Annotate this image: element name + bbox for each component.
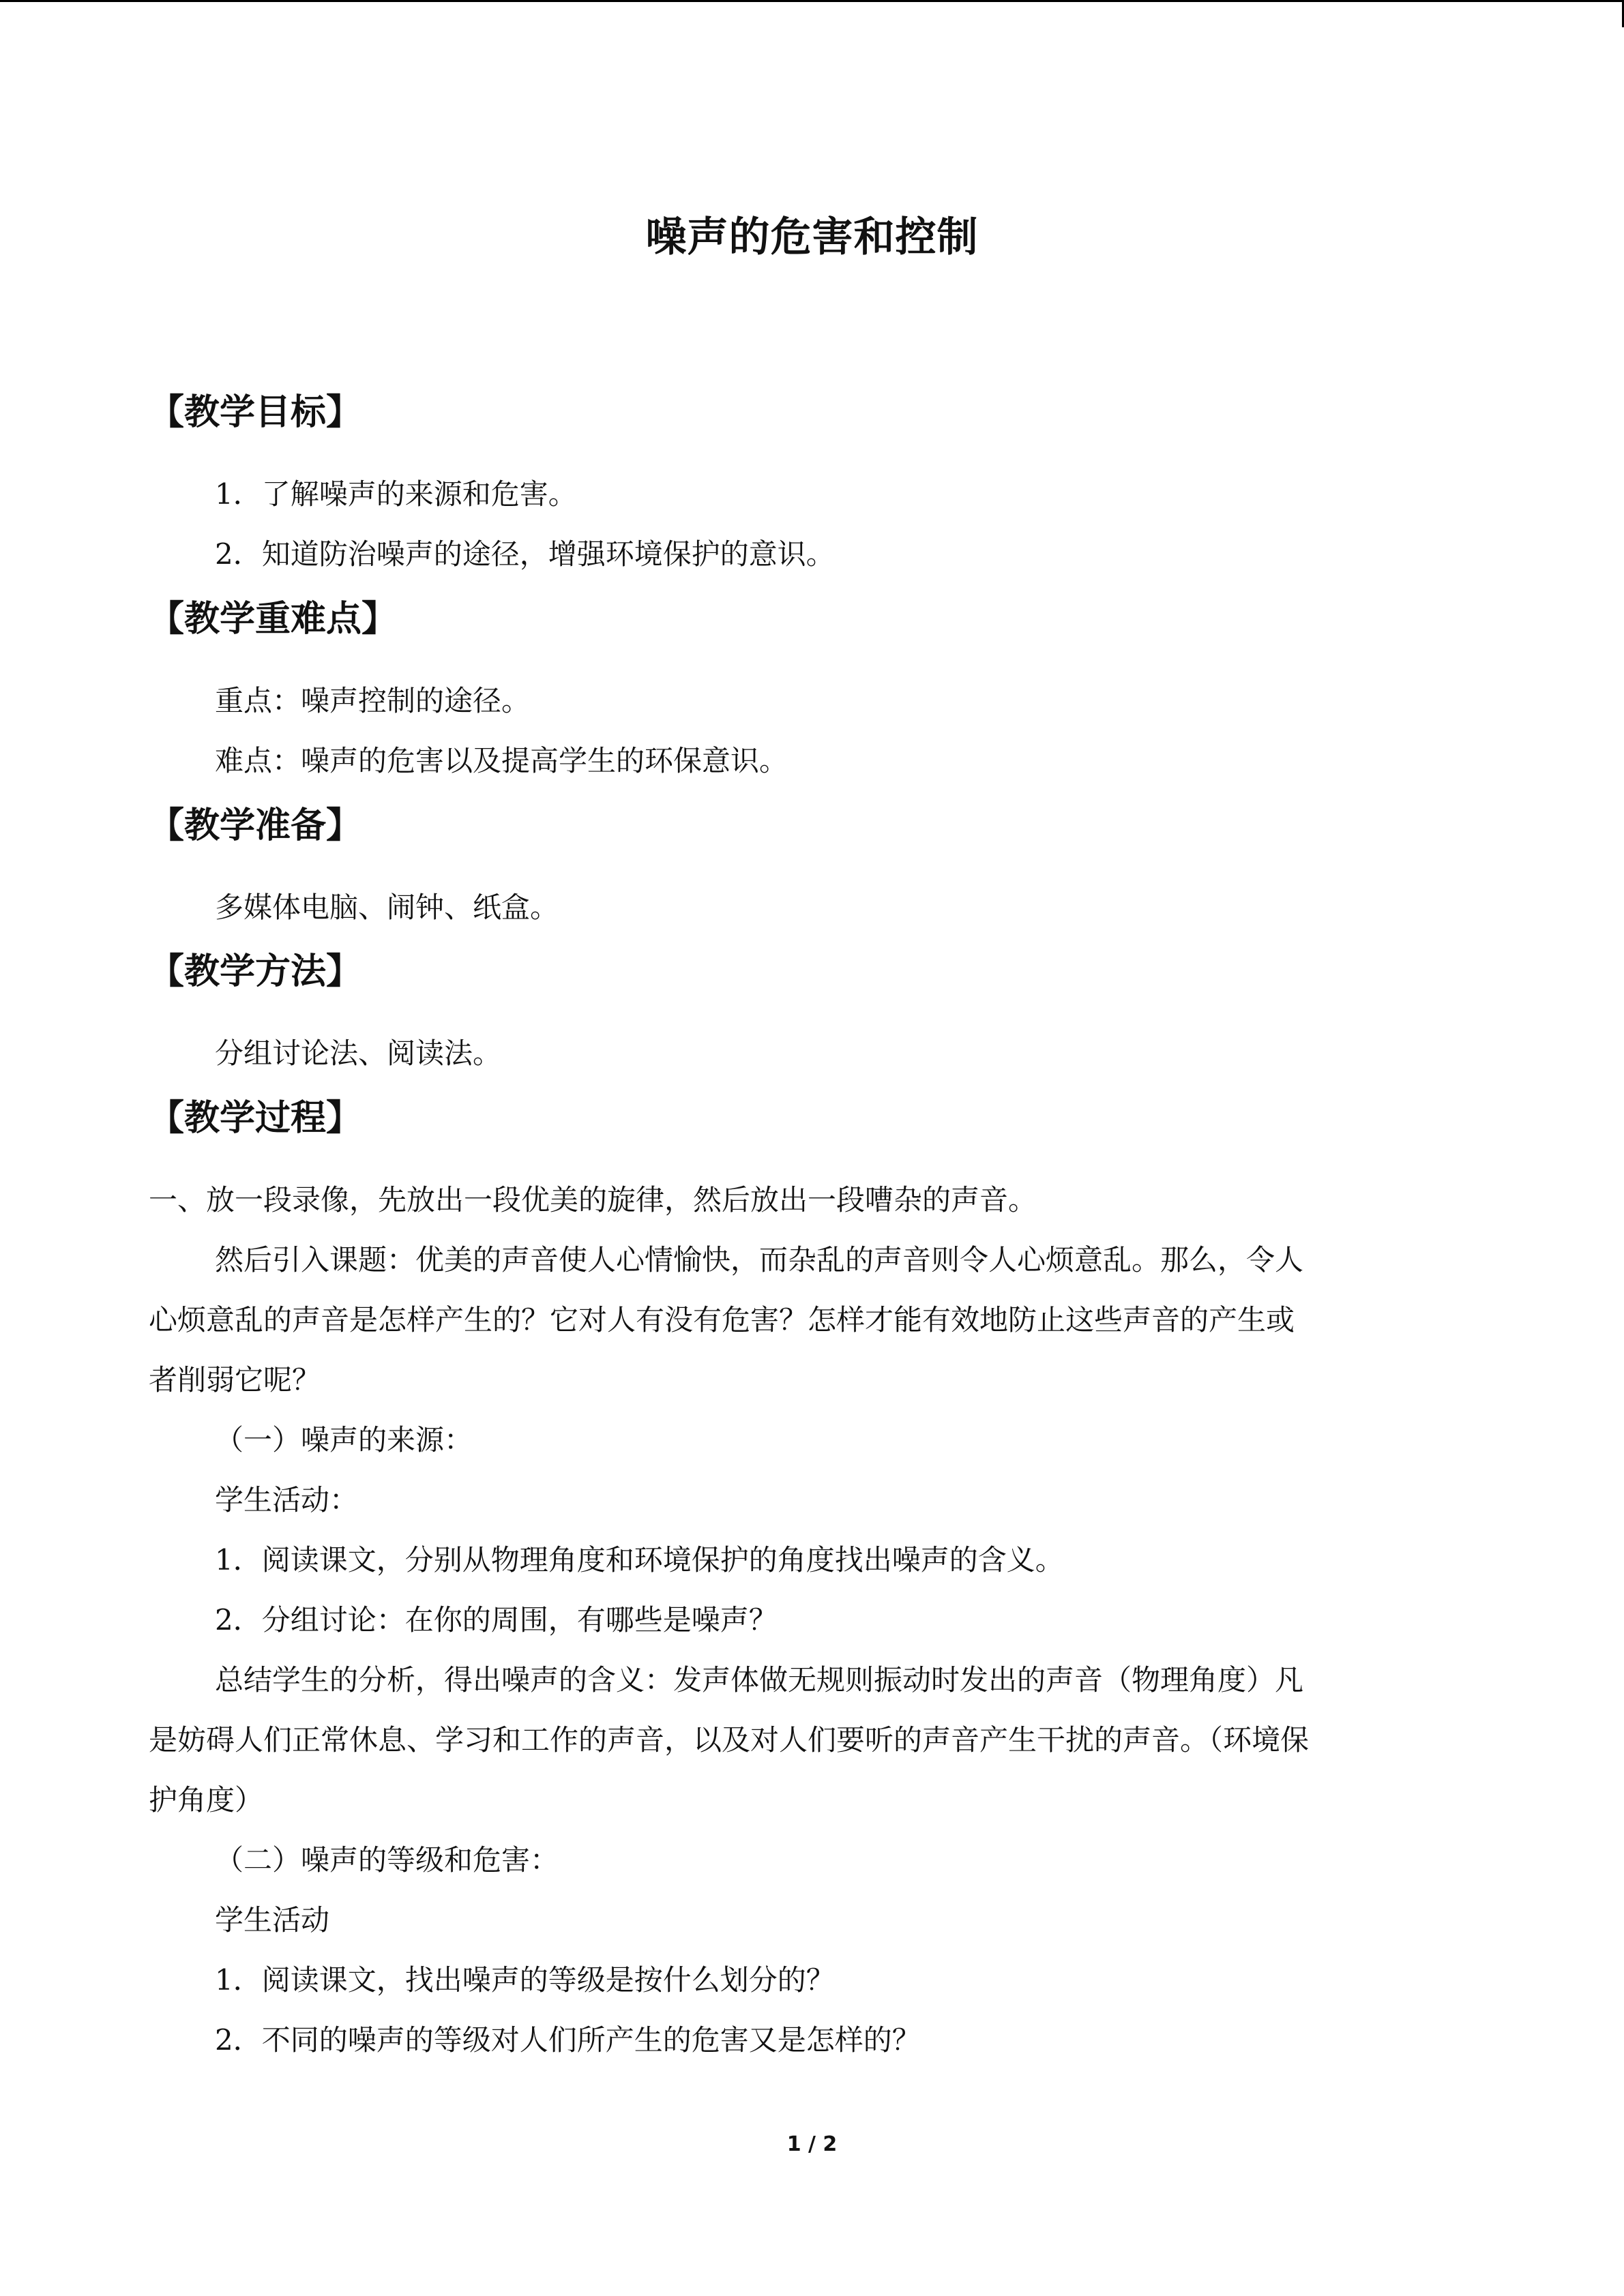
process-subheading: （一）噪声的来源： [215,1423,473,1457]
section-heading-objectives: 【教学目标】 [149,391,362,433]
process-line: 1．阅读课文，找出噪声的等级是按什么划分的？ [215,1963,835,1997]
process-line: 心烦意乱的声音是怎样产生的？它对人有没有危害？怎样才能有效地防止这些声音的产生或 [149,1303,1295,1337]
key-point-item-1: 重点：噪声控制的途径。 [215,684,531,717]
section-heading-methods: 【教学方法】 [149,951,362,992]
process-line: 一、放一段录像，先放出一段优美的旋律，然后放出一段嘈杂的声音。 [149,1183,1037,1217]
key-point-item-2: 难点：噪声的危害以及提高学生的环保意识。 [215,744,788,777]
process-line: 然后引入课题：优美的声音使人心情愉快，而杂乱的声音则令人心烦意乱。那么，令人 [215,1243,1304,1277]
page-number: 1 / 2 [786,2132,838,2156]
process-subheading: （二）噪声的等级和危害： [215,1843,559,1877]
section-heading-key-points: 【教学重难点】 [149,598,398,640]
method-item-1: 分组讨论法、阅读法。 [215,1037,502,1070]
process-line: 2．不同的噪声的等级对人们所产生的危害又是怎样的？ [215,2023,921,2057]
page-top-border [0,0,1624,2]
objective-item-1: 1．了解噪声的来源和危害。 [215,477,577,511]
objective-item-2: 2．知道防治噪声的途径，增强环境保护的意识。 [215,537,835,571]
process-line: 总结学生的分析，得出噪声的含义：发声体做无规则振动时发出的声音（物理角度）凡 [215,1663,1304,1697]
preparation-item-1: 多媒体电脑、闹钟、纸盒。 [215,891,559,924]
process-line: 护角度） [149,1783,264,1817]
process-line: 2．分组讨论：在你的周围，有哪些是噪声？ [215,1603,778,1637]
process-line: 1．阅读课文，分别从物理角度和环境保护的角度找出噪声的含义。 [215,1543,1064,1577]
section-heading-process: 【教学过程】 [149,1097,362,1139]
process-line: 是妨碍人们正常休息、学习和工作的声音，以及对人们要听的声音产生干扰的声音。（环境保 [149,1723,1310,1757]
document-title: 噪声的危害和控制 [645,213,979,261]
process-line: 者削弱它呢？ [149,1363,321,1397]
process-line: 学生活动： [215,1483,359,1517]
section-heading-preparation: 【教学准备】 [149,805,362,846]
process-line: 学生活动 [215,1903,330,1937]
